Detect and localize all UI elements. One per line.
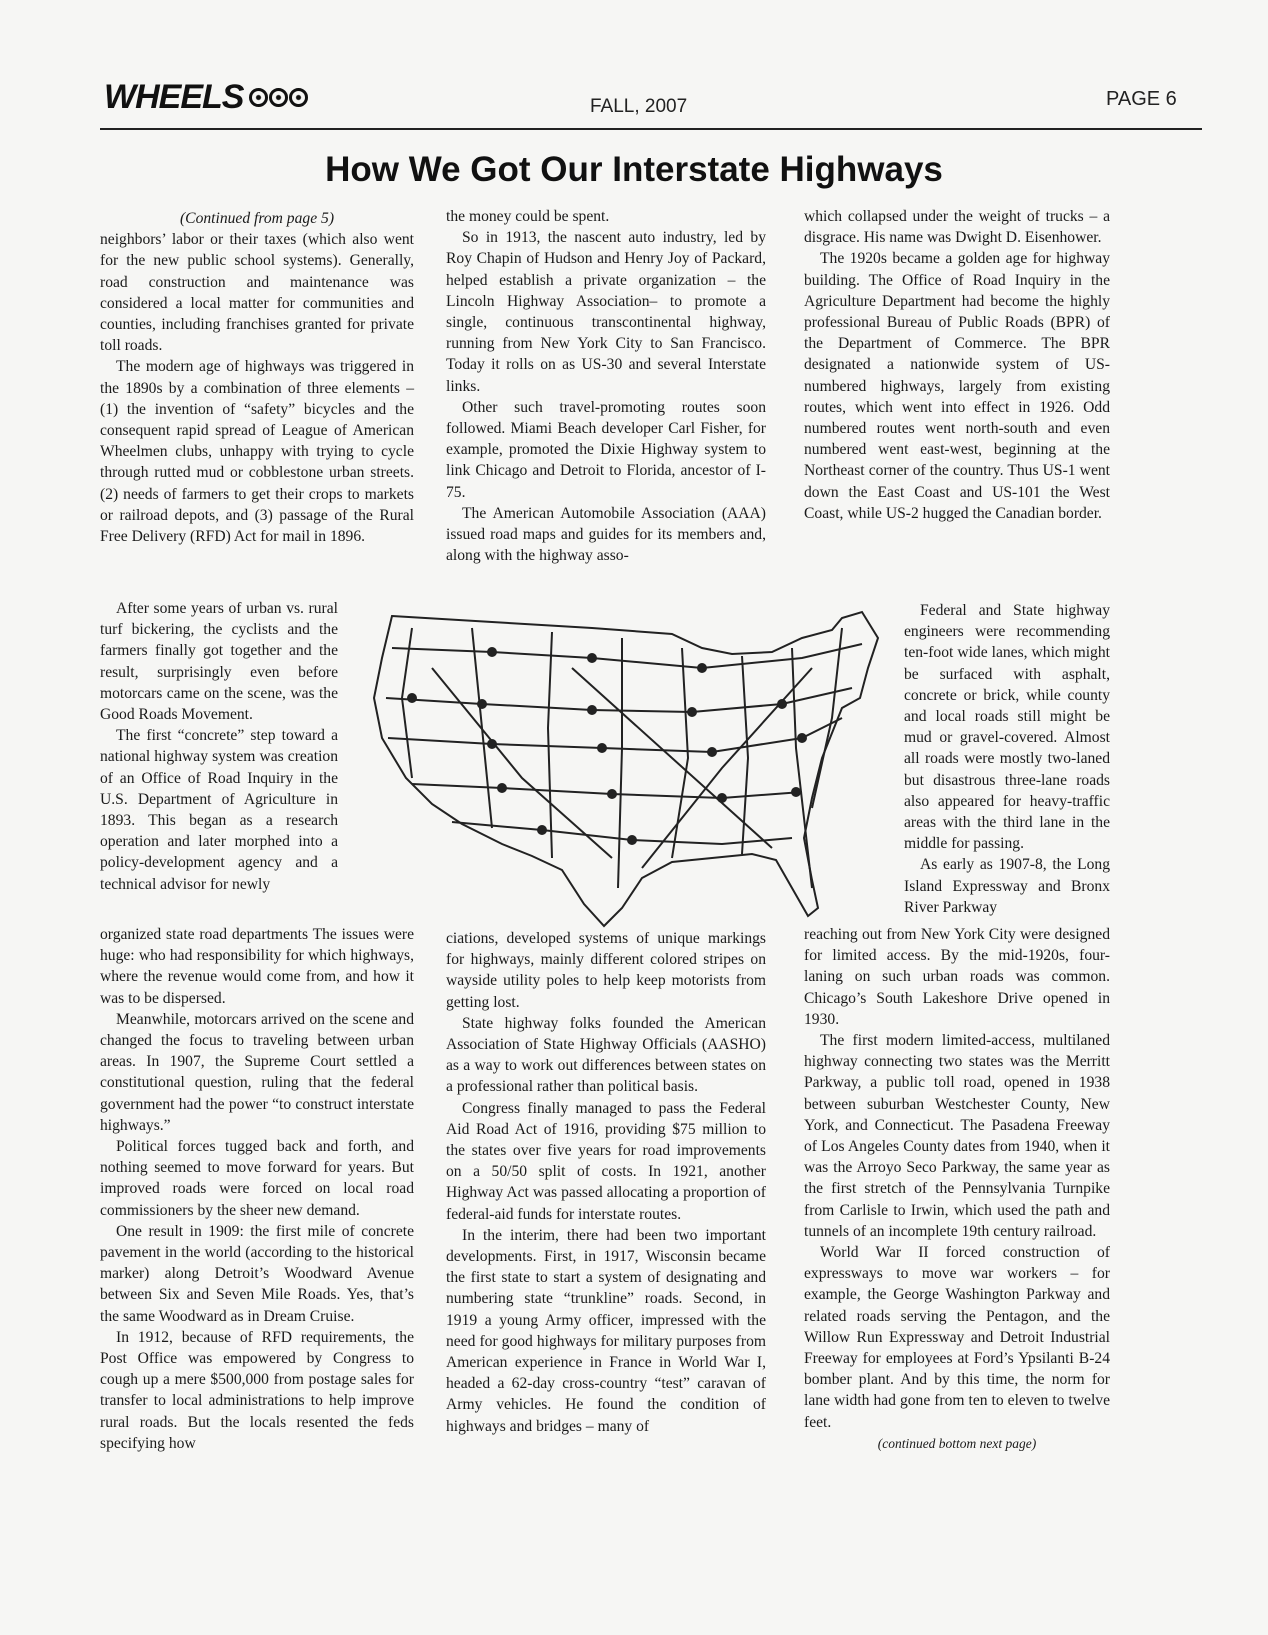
paragraph: So in 1913, the nascent auto industry, led by Roy Chapin of Hudson and Henry Joy of Packard, helped establish a private organization – the Lincoln Highway Association– to promote a single, continuous transcontinental highway, running from New York City to San Francisco. Today it rolls on as US-30 and several Interstate links.	[446, 229, 766, 395]
paragraph: One result in 1909: the first mile of concrete pavement in the world (according to the historical marker) along Detroit’s Woodward Avenue between Six and Seven Mile Roads. Yes, that’s the same Woodward as in Dream Cruise.	[100, 1222, 414, 1325]
column-3-narrow	[904, 600, 1110, 918]
column-3-top	[804, 206, 1110, 524]
issue-date: FALL, 2007	[590, 96, 688, 117]
paragraph: After some years of urban vs. rural turf bickering, the cyclists and the farmers finally got together and the result, surprisingly even before motorcars came on the scene, was the Good Roads Movement.	[100, 600, 338, 724]
paragraph: As early as 1907-8, the Long Island Expressway and Bronx River Parkway	[904, 856, 1110, 916]
paragraph: The first “concrete” step toward a national highway system was creation of an Office of Road Inquiry in the U.S. Department of Agriculture in 1893. This began as a research operation and later morphed into a policy-development agency and a technical advisor for newly	[100, 727, 338, 893]
paragraph: The first modern limited-access, multilaned highway connecting two states was the Merritt Parkway, a public toll road, opened in 1938 between suburban Westchester County, New York, and Connecticut. The Pasadena Freeway of Los Angeles County dates from 1940, when it was the Arroyo Seco Parkway, the same year as the first stretch of the Pennsylvania Turnpike from Carlisle to Irwin, which used the path and tunnels of an incomplete 19th century railroad.	[804, 1032, 1110, 1240]
paragraph: reaching out from New York City were designed for limited access. By the mid-1920s, four-laning on such urban roads was common. Chicago’s South Lakeshore Drive opened in 1930.	[804, 926, 1110, 1028]
paragraph: The 1920s became a golden age for highway building. The Office of Road Inquiry in the Agriculture Department had become the highly professional Bureau of Public Roads (BPR) of the Department of Commerce. The BPR designated a nationwide system of US-numbered highways, largely from existing routes, which went into effect in 1926. Odd numbered routes went north-south and even numbered went east-west, beginning at the Northeast corner of the country. Thus US-1 went down the East Coast and US-101 the West Coast, while US-2 hugged the Canadian border.	[804, 250, 1110, 522]
paragraph: the money could be spent.	[446, 208, 610, 225]
paragraph: Other such travel-promoting routes soon followed. Miami Beach developer Carl Fisher, for example, promoted the Dixie Highway system to link Chicago and Detroit to Florida, ancestor of I-75.	[446, 398, 766, 501]
us-outline	[374, 612, 878, 926]
paragraph: Political forces tugged back and forth, and nothing seemed to move forward for years. But improved roads were forced on local road commissioners by the sheer new demand.	[100, 1138, 414, 1219]
continued-from: (Continued from page 5)	[179, 210, 335, 227]
paragraph: Federal and State highway engineers were recommending ten-foot wide lanes, which might be surfaced with asphalt, concrete or brick, while county and local roads still might be mud or gravel-covered. Almost all roads were mostly two-laned but disastrous three-lane roads also appeared for heavy-traffic areas with the third lane in the middle for passing.	[904, 602, 1110, 853]
paragraph: The American Automobile Association (AAA) issued road maps and guides for its members and, along with the highway asso-	[446, 504, 766, 565]
continued-next: (continued bottom next page)	[877, 1435, 1037, 1451]
column-2-top	[446, 206, 766, 566]
column-1-lower	[100, 924, 414, 1454]
paragraph: In the interim, there had been two important developments. First, in 1917, Wisconsin became the first state to start a system of designating and numbering state “trunkline” roads. Second, in 1919 a young Army officer, impressed with the need for good highways for military purposes from American experience in France in World War I, headed a 62-day cross-country “test” caravan of Army vehicles. He found the condition of highways and bridges – many of	[446, 1226, 766, 1435]
us-highway-map	[372, 608, 920, 938]
column-2-bottom	[446, 928, 766, 1437]
header-rule	[100, 128, 1202, 130]
paragraph: In 1912, because of RFD requirements, the Post Office was empowered by Congress to cough up a mere $500,000 from postage sales for transfer to local administrations to help improve rural roads. But the locals resented the feds specifying how	[100, 1328, 414, 1452]
paragraph: The modern age of highways was triggered in the 1890s by a combination of three elements – (1) the invention of “safety” bicycles and the consequent rapid spread of League of American Wheelmen clubs, unhappy with trying to cycle through rutted mud or cobblestone urban streets. (2) needs of farmers to get their crops to markets or railroad depots, and (3) passage of the Rural Free Delivery (RFD) Act for mail in 1896.	[100, 358, 414, 546]
paragraph: Congress finally managed to pass the Federal Aid Road Act of 1916, providing $75 million to the states over five years for road improvements on a 50/50 split of costs. In 1921, another Highway Act was passed allocating a proportion of federal-aid funds for interstate routes.	[446, 1099, 766, 1223]
logo-text: WHEELS	[104, 78, 244, 116]
paragraph: which collapsed under the weight of trucks – a disgrace. His name was Dwight D. Eisenhower.	[804, 208, 1110, 247]
column-3-bottom	[804, 924, 1110, 1454]
paragraph: Meanwhile, motorcars arrived on the scene and changed the focus to traveling between urban areas. In 1907, the Supreme Court settled a constitutional question, ruling that the federal government had the power “to construct interstate highways.”	[100, 1010, 414, 1134]
paragraph: organized state road departments The issues were huge: who had responsibility for which highways, where the revenue would come from, and how it was to be dispersed.	[100, 926, 414, 1007]
paragraph: State highway folks founded the American Association of State Highway Officials (AASHO) as a way to work out differences between states on a professional rather than political basis.	[446, 1014, 766, 1096]
wheels-icon	[249, 88, 308, 107]
column-1	[100, 208, 414, 547]
us-highway-map-icon	[372, 608, 920, 938]
page-number: PAGE 6	[1106, 88, 1177, 110]
column-1-narrow	[100, 598, 338, 895]
paragraph: ciations, developed systems of unique markings for highways, mainly different colored stripes on wayside utility poles to help keep motorists from getting lost.	[446, 930, 766, 1011]
paragraph: neighbors’ labor or their taxes (which also went for the new public school systems). Generally, road construction and maintenance was considered a local matter for communities and counties, including franchises granted for private toll roads.	[100, 231, 414, 355]
masthead-logo	[104, 78, 308, 117]
article-title: How We Got Our Interstate Highways	[325, 150, 943, 189]
paragraph: World War II forced construction of expressways to move war workers – for example, the George Washington Parkway and related roads serving the Pentagon, and the Willow Run Expressway and Detroit Industrial Freeway for employees at Ford’s Ypsilanti B-24 bomber plant. And by this time, the norm for lane width had gone from ten to eleven to twelve feet.	[804, 1244, 1110, 1431]
